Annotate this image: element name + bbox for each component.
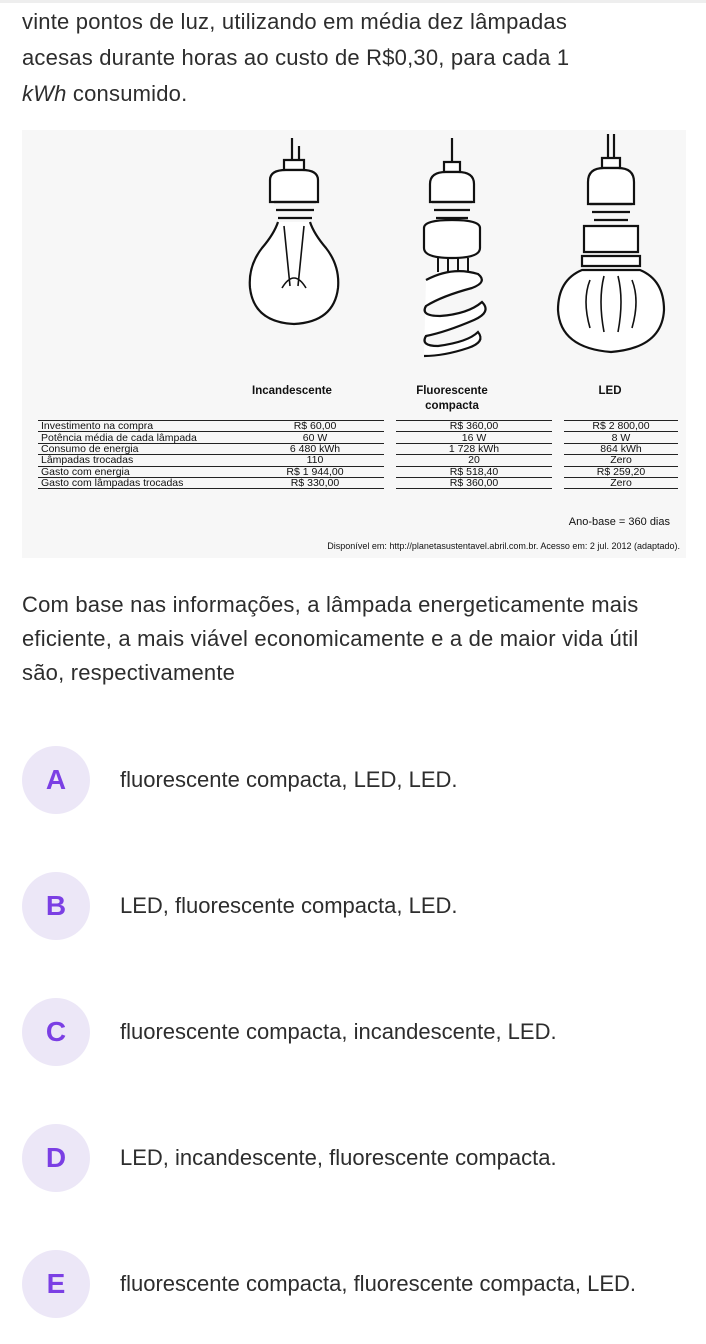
cell-fluorescent: 16 W xyxy=(396,432,552,443)
table-row xyxy=(38,455,678,466)
table-row xyxy=(38,477,678,488)
cell-incandescent: R$ 1 944,00 xyxy=(246,466,384,477)
option-text: fluorescente compacta, LED, LED. xyxy=(120,767,458,792)
fluorescent-bulb-icon xyxy=(424,138,486,356)
bulb-label-fluorescent: Fluorescente compacta xyxy=(416,385,488,412)
cell-fluorescent: 20 xyxy=(396,455,552,466)
intro-unit: kWh xyxy=(22,81,67,106)
table-row xyxy=(38,432,678,443)
table-spacer xyxy=(384,443,396,454)
cell-led: 864 kWh xyxy=(564,443,678,454)
ano-base-note: Ano-base = 360 dias xyxy=(568,516,670,528)
source-citation: Disponível em: http://planetasustentavel.abril.com.br. Acesso em: 2 jul. 2012 (adaptado). xyxy=(327,541,680,551)
question-stem: Com base nas informações, a lâmpada energeticamente mais eficiente, a mais viável economicamente e a de maior vida útil são, respectivamente xyxy=(22,592,639,685)
option-letter-badge: A xyxy=(22,746,90,814)
option-text: fluorescente compacta, fluorescente compacta, LED. xyxy=(120,1271,637,1296)
option-letter-badge: C xyxy=(22,998,90,1066)
row-label: Consumo de energia xyxy=(38,443,246,454)
row-label: Gasto com lâmpadas trocadas xyxy=(38,477,246,488)
cell-fluorescent: R$ 360,00 xyxy=(396,421,552,432)
option-letter-badge: E xyxy=(22,1250,90,1318)
row-label: Potência média de cada lâmpada xyxy=(38,432,246,443)
table-spacer xyxy=(552,466,564,477)
cell-incandescent: R$ 60,00 xyxy=(246,421,384,432)
option-c[interactable] xyxy=(22,998,682,1066)
option-letter-badge: B xyxy=(22,872,90,940)
option-text: fluorescente compacta, incandescente, LED. xyxy=(120,1019,557,1044)
incandescent-bulb-icon xyxy=(250,138,339,324)
option-d[interactable] xyxy=(22,1124,682,1192)
option-text: LED, fluorescente compacta, LED. xyxy=(120,893,458,918)
table-spacer xyxy=(384,421,396,432)
intro-line-2: acesas durante horas ao custo de R$0,30, para cada 1 xyxy=(22,45,570,70)
option-e[interactable] xyxy=(22,1250,682,1318)
cell-incandescent: 110 xyxy=(246,455,384,466)
cell-fluorescent: 1 728 kWh xyxy=(396,443,552,454)
cell-led: R$ 259,20 xyxy=(564,466,678,477)
bulb-label-led: LED xyxy=(598,385,622,397)
bulbs-illustration xyxy=(22,130,686,380)
option-b[interactable] xyxy=(22,872,682,940)
intro-line-3-rest: consumido. xyxy=(66,81,188,106)
row-label: Lâmpadas trocadas xyxy=(38,455,246,466)
table-spacer xyxy=(552,443,564,454)
question-intro xyxy=(22,4,682,112)
table-spacer xyxy=(384,466,396,477)
table-spacer xyxy=(552,432,564,443)
bulb-label-incandescent: Incandescente xyxy=(252,385,332,397)
table-row xyxy=(38,443,678,454)
lamp-comparison-figure xyxy=(22,130,686,558)
top-divider xyxy=(0,0,706,3)
cell-led: Zero xyxy=(564,477,678,488)
option-letter-badge: D xyxy=(22,1124,90,1192)
table-row xyxy=(38,466,678,477)
led-bulb-icon xyxy=(558,134,664,352)
intro-line-1: vinte pontos de luz, utilizando em média dez lâmpadas xyxy=(22,9,568,34)
cell-incandescent: 60 W xyxy=(246,432,384,443)
table-spacer xyxy=(552,455,564,466)
table-spacer xyxy=(552,477,564,488)
cell-led: 8 W xyxy=(564,432,678,443)
cell-fluorescent: R$ 518,40 xyxy=(396,466,552,477)
row-label: Investimento na compra xyxy=(38,421,246,432)
cell-incandescent: R$ 330,00 xyxy=(246,477,384,488)
row-label: Gasto com energia xyxy=(38,466,246,477)
table-spacer xyxy=(384,432,396,443)
table-row xyxy=(38,421,678,432)
table-spacer xyxy=(384,477,396,488)
cell-incandescent: 6 480 kWh xyxy=(246,443,384,454)
cell-led: R$ 2 800,00 xyxy=(564,421,678,432)
table-spacer xyxy=(384,455,396,466)
option-a[interactable] xyxy=(22,746,682,814)
table-spacer xyxy=(552,421,564,432)
cell-led: Zero xyxy=(564,455,678,466)
option-text: LED, incandescente, fluorescente compacta. xyxy=(120,1145,557,1170)
comparison-table xyxy=(38,420,678,489)
intro-line-3 xyxy=(22,76,682,112)
cell-fluorescent: R$ 360,00 xyxy=(396,477,552,488)
